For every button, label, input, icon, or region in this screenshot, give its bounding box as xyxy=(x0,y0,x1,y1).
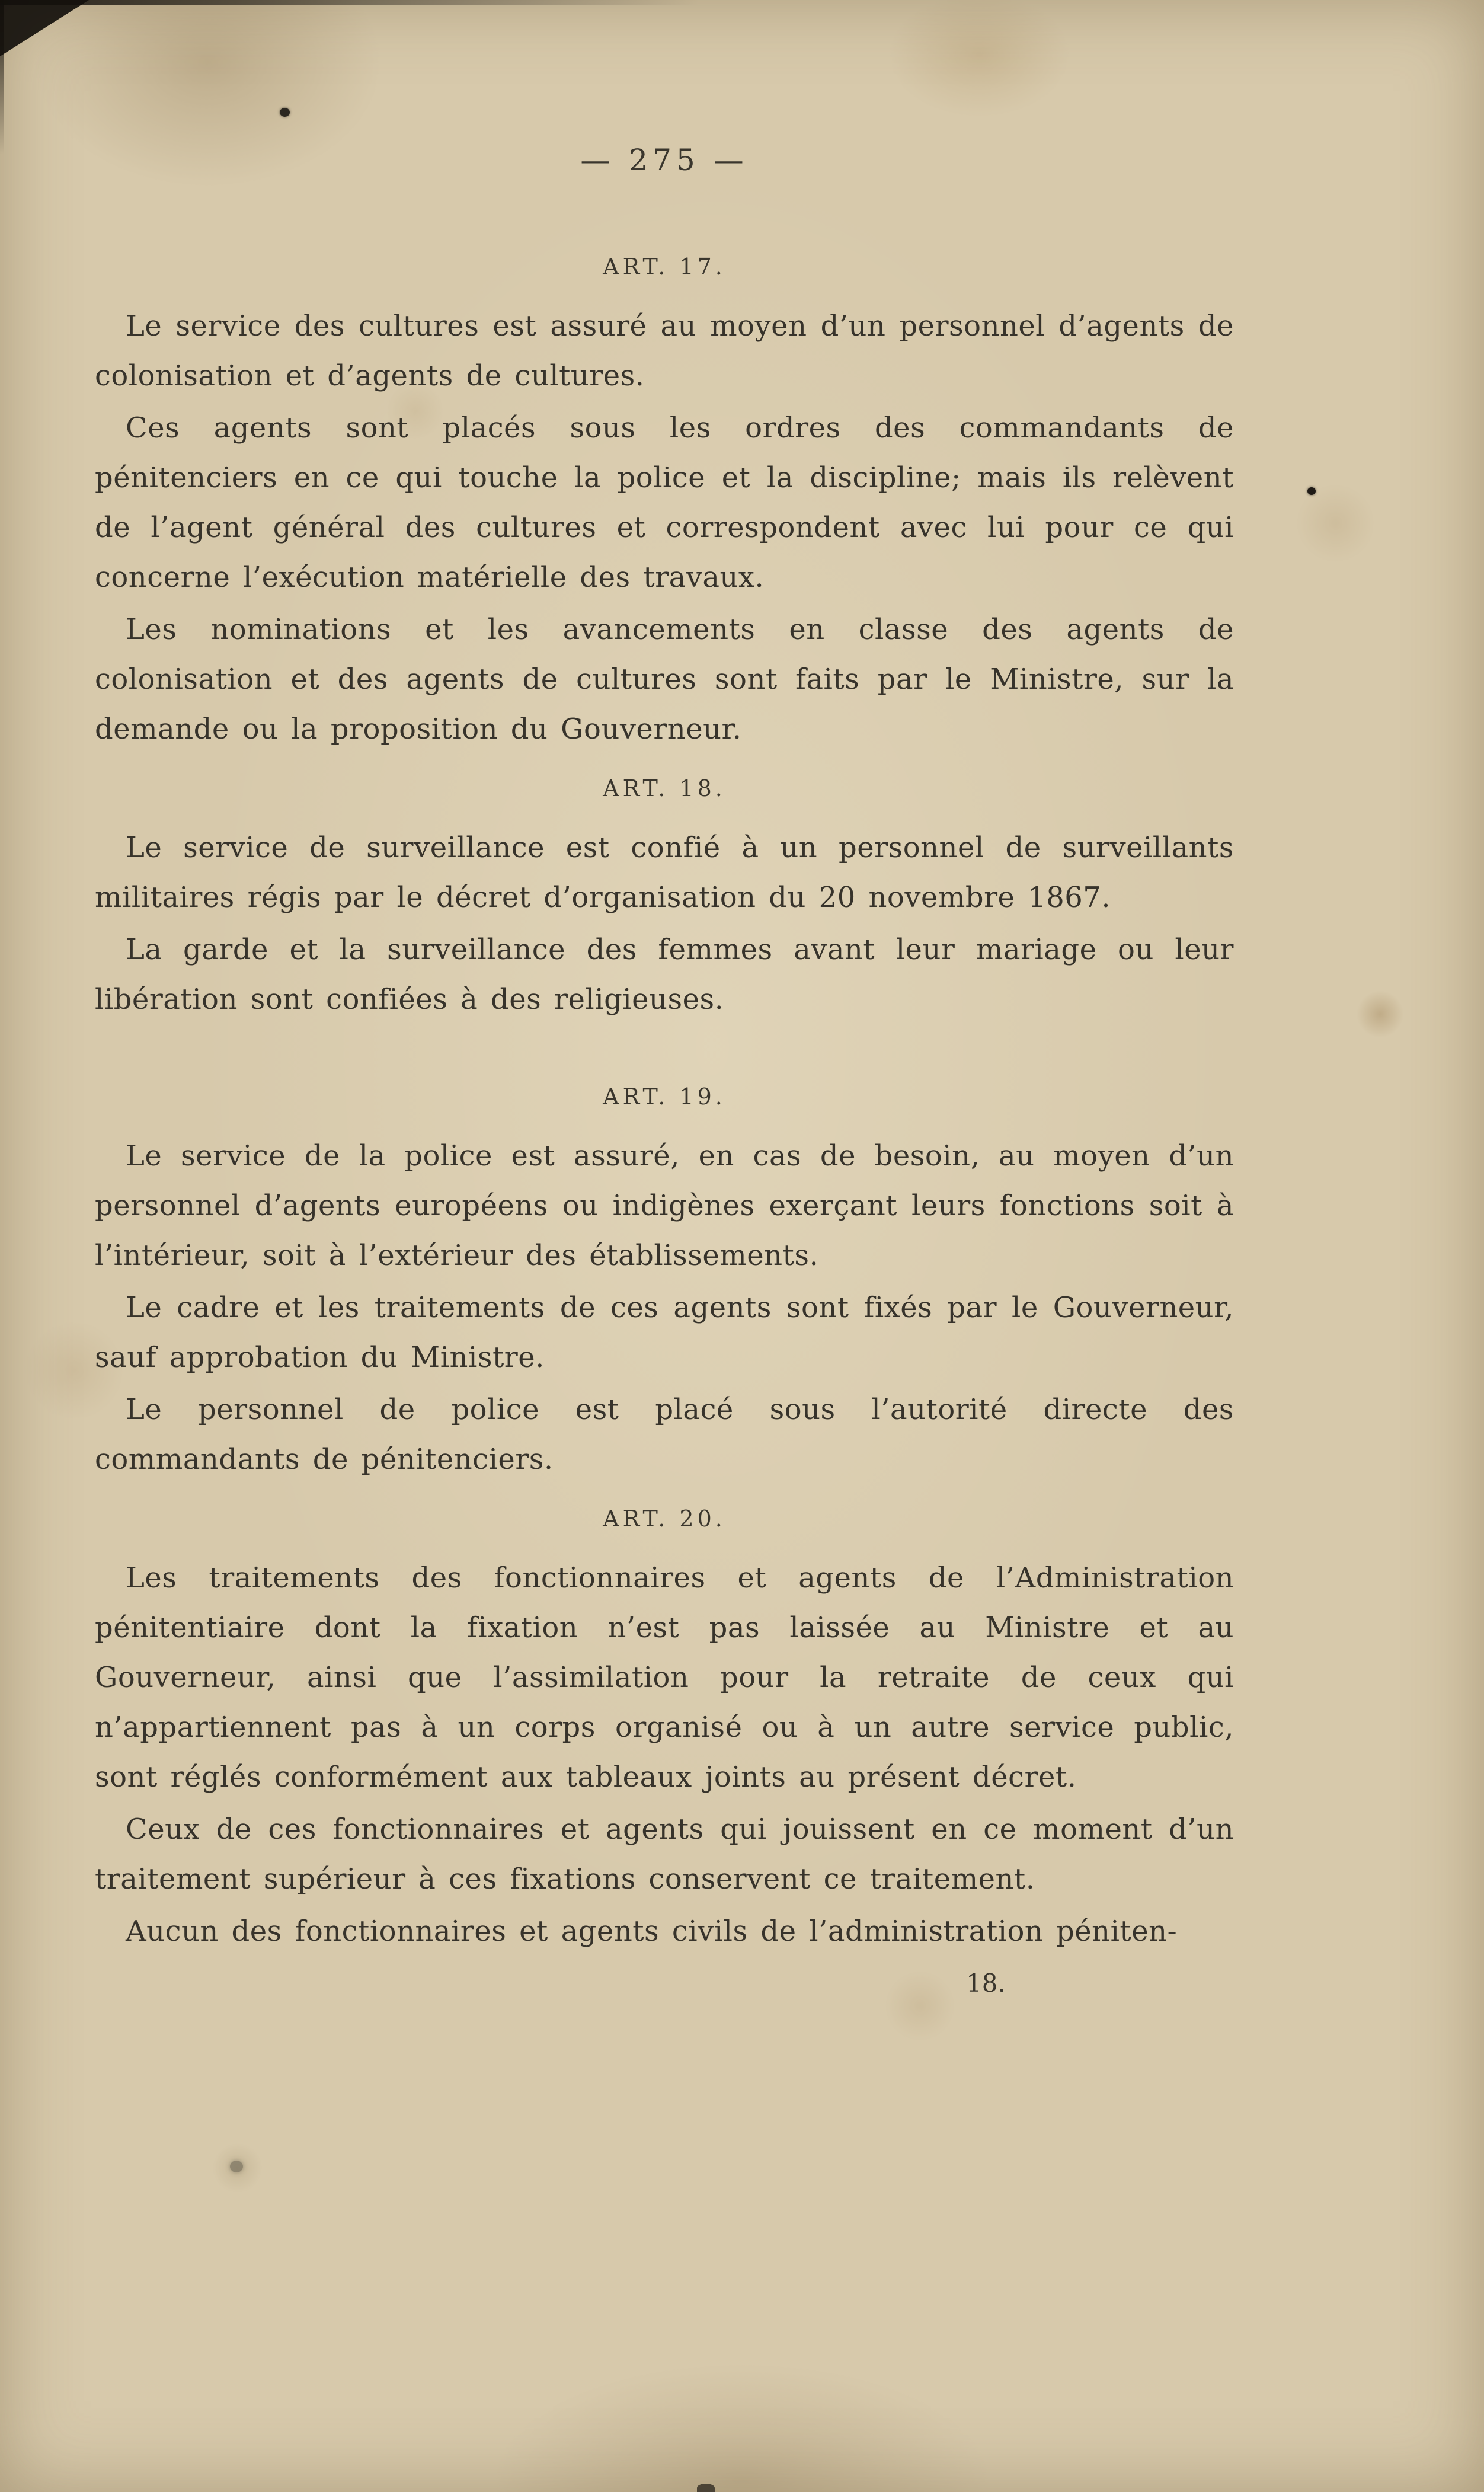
scan-corner-shadow xyxy=(0,0,89,56)
ink-spot xyxy=(1307,487,1316,495)
article-19 xyxy=(95,1079,1234,1484)
article-17 xyxy=(95,249,1234,754)
paragraph: Le service de surveillance est confié à un personnel de surveillants militaires régis par le décret d’organisation du 20 novembre 1867. xyxy=(95,831,1234,914)
paragraph: Le cadre et les traitements de ces agents sont fixés par le Gouverneur, sauf approbation du Ministre. xyxy=(95,1291,1234,1374)
article-18-heading: ART. 18. xyxy=(603,775,726,801)
article-18 xyxy=(95,771,1234,1024)
paragraph: La garde et la surveillance des femmes avant leur mariage ou leur libération sont confiées à des religieuses. xyxy=(95,933,1234,1016)
paragraph: Ces agents sont placés sous les ordres des commandants de pénitenciers en ce qui touche la police et la discipline; mais ils relèvent de l’agent général des cultures et correspondent avec lui pour ce qui concerne l’exécution matérielle des travaux. xyxy=(95,411,1234,594)
article-20-heading: ART. 20. xyxy=(603,1506,726,1532)
paragraph: Ceux de ces fonctionnaires et agents qui jouissent en ce moment d’un traitement supérieur à ces fixations conservent ce traitement. xyxy=(95,1813,1234,1896)
paragraph: Le service de la police est assuré, en cas de besoin, au moyen d’un personnel d’agents européens ou indigènes exerçant leurs fonctions soit à l’intérieur, soit à l’extérieur des établissements. xyxy=(95,1139,1234,1272)
ink-spot xyxy=(697,2484,715,2492)
paragraph: Les nominations et les avancements en classe des agents de colonisation et des agents de cultures sont faits par le Ministre, sur la demande ou la proposition du Gouverneur. xyxy=(95,613,1234,746)
page-content xyxy=(95,0,1234,2008)
paragraph: Le personnel de police est placé sous l’autorité directe des commandants de pénitenciers. xyxy=(95,1393,1234,1476)
page-number: — 275 — xyxy=(580,143,749,177)
paragraph: Aucun des fonctionnaires et agents civils de l’administration péniten- xyxy=(126,1915,1178,1948)
paragraph: Les traitements des fonctionnaires et agents de l’Administration pénitentiaire dont la fixation n’est pas laissée au Ministre et au Gouverneur, ainsi que l’assimilation pour la retraite de ceux qui n’appartiennent pas à un corps organisé ou à un autre service public, sont réglés conformément aux tableaux joints au présent décret. xyxy=(95,1561,1234,1794)
paper-stain-spot xyxy=(230,2161,243,2172)
article-20 xyxy=(95,1501,1234,1956)
signature-mark: 18. xyxy=(966,1969,1006,1998)
article-17-heading: ART. 17. xyxy=(603,254,726,280)
paragraph: Le service des cultures est assuré au moyen d’un personnel d’agents de colonisation et d’agents de cultures. xyxy=(95,309,1234,392)
article-19-heading: ART. 19. xyxy=(603,1084,726,1110)
